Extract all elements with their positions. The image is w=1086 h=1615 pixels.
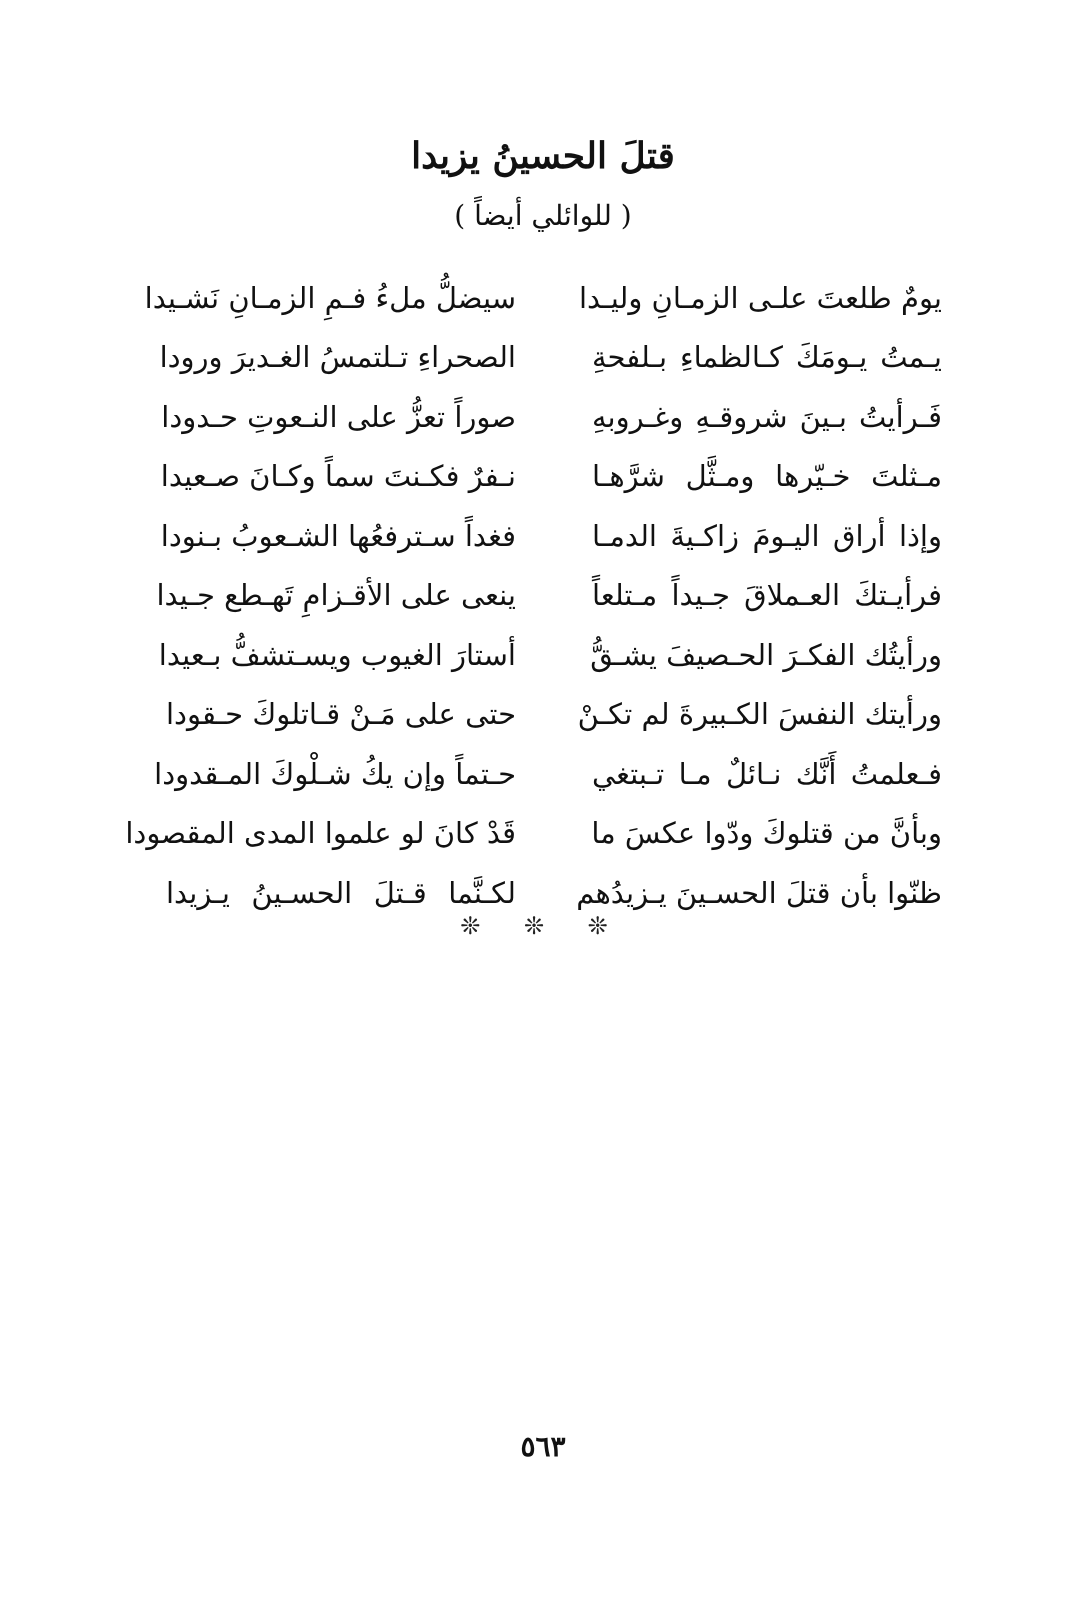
verse-first-hemistich: يـمتُ يـومَكَ كـالظماءِ بـلفحةِ (592, 340, 942, 375)
poem-body (125, 268, 942, 923)
verse-second-hemistich: سيضلُّ ملءُ فـمِ الزمـانِ نَشـيدا (144, 280, 516, 315)
verse-first-hemistich: فـعلمتُ أَنَّك نـائلٌ مـا تـبتغي (592, 756, 942, 791)
verse-second-hemistich: نـفرٌ فكـنتَ سماً وكـانَ صـعيدا (160, 459, 516, 494)
verse-first-hemistich: ورأيتُك الفكـرَ الحـصيفَ يشـقُّ (590, 637, 942, 672)
verse (154, 744, 942, 804)
verse (158, 625, 942, 685)
verse (159, 328, 942, 388)
verse-second-hemistich: الصحراءِ تـلتمسُ الغـديرَ ورودا (159, 340, 516, 375)
verse-second-hemistich: حتى على مَـنْ قـاتلوكَ حـقودا (166, 697, 516, 732)
verse-first-hemistich: ورأيتك النفسَ الكـبيرةَ لم تكـنْ (577, 697, 942, 732)
verse-second-hemistich: صوراً تعزُّ على النـعوتِ حـدودا (161, 399, 516, 434)
verse-second-hemistich: فغداً سـترفعُها الشـعوبُ بـنودا (160, 518, 516, 553)
verse (160, 447, 942, 507)
poem-title: قتلَ الحسينُ يزيدا (411, 135, 675, 177)
verse (161, 387, 942, 447)
verse-first-hemistich: مـثلتَ خـيّرها ومـثَّل شرَّهـا (592, 459, 942, 494)
verse-first-hemistich: فرأيـتكَ العـملاقَ جـيداً مـتلعاً (592, 578, 942, 613)
verse (144, 268, 942, 328)
verse (125, 804, 942, 864)
verse-first-hemistich: يومٌ طلعتَ علـى الزمـانِ وليـدا (578, 280, 942, 315)
verse-second-hemistich: حـتماً وإن يكُ شـلْوكَ المـقدودا (154, 756, 516, 791)
verse-second-hemistich: قَدْ كانَ لو علموا المدى المقصودا (125, 816, 516, 851)
verse-first-hemistich: وبأنَّ من قتلوكَ ودّوا عكسَ ما (591, 816, 942, 851)
poem-subtitle: ( للوائلي أيضاً ) (454, 199, 632, 232)
verse-first-hemistich: وإذا أراق اليـومَ زاكـيةَ الدمـا (592, 518, 942, 553)
verse-second-hemistich: أستارَ الغيوب ويسـتشفُّ بـعيدا (158, 637, 516, 672)
verse-second-hemistich: ينعى على الأقـزامِ تَهـطع جـيدا (156, 578, 516, 613)
verse-second-hemistich: لكـنَّما قـتلَ الحسـينُ يـزيدا (166, 875, 516, 910)
verse-first-hemistich: فَـرأيتُ بـينَ شروقـهِ وغـروبهِ (592, 399, 942, 434)
verse-first-hemistich: ظنّوا بأن قتلَ الحسـينَ يـزيدُهم (576, 875, 942, 910)
verse (156, 566, 942, 626)
verse (160, 506, 942, 566)
section-separator: ❊ ❊ ❊ (460, 912, 626, 940)
verse (166, 685, 942, 745)
page-number: ٥٦٣ (520, 1430, 566, 1463)
